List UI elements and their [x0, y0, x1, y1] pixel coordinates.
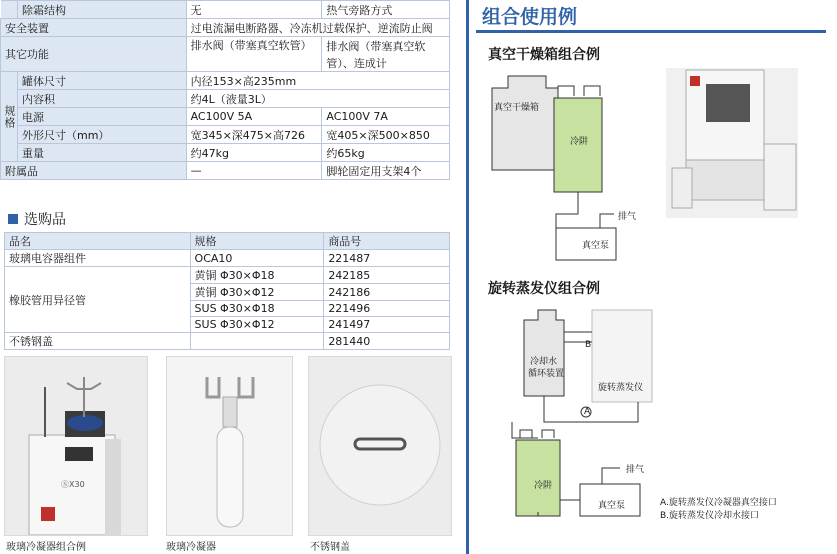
cell: 橡胶管用异径管 — [5, 267, 191, 333]
cell: 约47kg — [186, 144, 322, 162]
steel-lid-illustration — [309, 357, 451, 535]
cell: OCA10 — [190, 250, 324, 267]
photo-caption: 玻璃冷凝器组合例 — [6, 542, 86, 553]
options-table — [4, 232, 450, 350]
table-row — [1, 144, 450, 162]
diagram-title-1: 真空干燥箱组合例 — [488, 47, 600, 63]
evaporator-label: 旋转蒸发仪 — [598, 383, 644, 393]
cell: 242185 — [324, 267, 450, 284]
title-rule — [476, 30, 826, 33]
pump-label: 真空泵 — [582, 241, 610, 251]
exhaust-label-2: 排气 — [626, 465, 645, 475]
rotary-evaporator-diagram — [498, 302, 668, 522]
cell: 宽405×深500×850 — [322, 126, 450, 144]
cell: 管）、连成计 — [322, 54, 450, 72]
cell: AC100V 7A — [322, 108, 450, 126]
row-label: 安全装置 — [1, 19, 187, 37]
chiller-label-1: 冷却水 — [530, 357, 558, 367]
cell: 热气旁路方式 — [322, 1, 450, 19]
column-header: 商品号 — [324, 233, 450, 250]
section-title: 组合使用例 — [482, 6, 578, 28]
photo-caption: 玻璃冷凝器 — [166, 542, 216, 553]
table-header-row — [5, 233, 450, 250]
chiller-label-2: 循环装置 — [528, 369, 565, 379]
column-header: 规格 — [190, 233, 324, 250]
cell: SUS Φ30×Φ18 — [190, 301, 324, 317]
cell: 黄铜 Φ30×Φ18 — [190, 267, 324, 284]
table-row — [5, 267, 450, 284]
row-label: 罐体尺寸 — [18, 72, 187, 90]
cell: 黄铜 Φ30×Φ12 — [190, 284, 324, 301]
cell: 约65kg — [322, 144, 450, 162]
table-row — [1, 126, 450, 144]
product-photo-condenser-set — [4, 356, 148, 536]
row-label: 附属品 — [1, 162, 187, 180]
product-photo-steel-lid — [308, 356, 452, 536]
marker-a: A — [584, 407, 591, 417]
cell: 221487 — [324, 250, 450, 267]
product-photo-glass-condenser — [166, 356, 293, 536]
cell: AC100V 5A — [186, 108, 322, 126]
table-row — [1, 37, 450, 55]
trap-label: 冷阱 — [570, 137, 589, 147]
row-label: 除霜结构 — [18, 1, 187, 19]
row-label: 重量 — [18, 144, 187, 162]
cell: — — [186, 162, 322, 180]
cell: 241497 — [324, 317, 450, 333]
glass-condenser-illustration — [167, 357, 292, 535]
cell: 玻璃电容器组件 — [5, 250, 191, 267]
row-label: 内容积 — [18, 90, 187, 108]
note-b: B.旋转蒸发仪冷却水接口 — [660, 511, 760, 521]
pump-label-2: 真空泵 — [598, 501, 626, 511]
exhaust-label: 排气 — [618, 212, 637, 222]
cell: 排水阀（带塞真空软 — [322, 37, 450, 55]
table-row — [1, 72, 450, 90]
note-a: A.旋转蒸发仪冷凝器真空接口 — [660, 498, 777, 508]
cell: 宽345×深475×高726 — [186, 126, 322, 144]
table-row — [1, 1, 450, 19]
table-row — [1, 162, 450, 180]
marker-b: B — [585, 340, 592, 350]
table-row — [1, 108, 450, 126]
cell: 不锈钢盖 — [5, 333, 191, 350]
column-header: 品名 — [5, 233, 191, 250]
oven-setup-photo — [666, 68, 798, 218]
table-row — [1, 90, 450, 108]
column-divider — [466, 0, 469, 554]
table-row — [1, 19, 450, 37]
table-row — [5, 250, 450, 267]
section-marker — [8, 214, 18, 224]
cell: SUS Φ30×Φ12 — [190, 317, 324, 333]
cell: 约4L（液量3L） — [186, 90, 449, 108]
row-label: 其它功能 — [1, 37, 187, 72]
diagram-title-2: 旋转蒸发仪组合例 — [488, 281, 600, 297]
spec-table — [0, 0, 450, 180]
trap-label-2: 冷阱 — [534, 481, 553, 491]
options-title: 选购品 — [24, 212, 66, 228]
group-label: 规格 — [1, 72, 18, 162]
cell: 无 — [186, 1, 322, 19]
oven-setup-illustration — [666, 68, 798, 218]
table-row — [5, 333, 450, 350]
cell: 内径153×高235mm — [186, 72, 449, 90]
cell — [190, 333, 324, 350]
row-label: 电源 — [18, 108, 187, 126]
cell: 242186 — [324, 284, 450, 301]
model-tag: ⓈX30 — [61, 480, 85, 489]
condenser-set-illustration — [5, 357, 147, 535]
cell: 过电流漏电断路器、冷冻机过载保护、逆流防止阀 — [186, 19, 449, 37]
row-label: 外形尺寸（mm） — [18, 126, 187, 144]
photo-caption: 不锈钢盖 — [310, 542, 350, 553]
cell: 221496 — [324, 301, 450, 317]
cell: 脚轮固定用支架4个 — [322, 162, 450, 180]
cell: 排水阀（带塞真空软管） — [186, 37, 322, 72]
cell: 281440 — [324, 333, 450, 350]
oven-label: 真空干燥箱 — [494, 103, 540, 113]
